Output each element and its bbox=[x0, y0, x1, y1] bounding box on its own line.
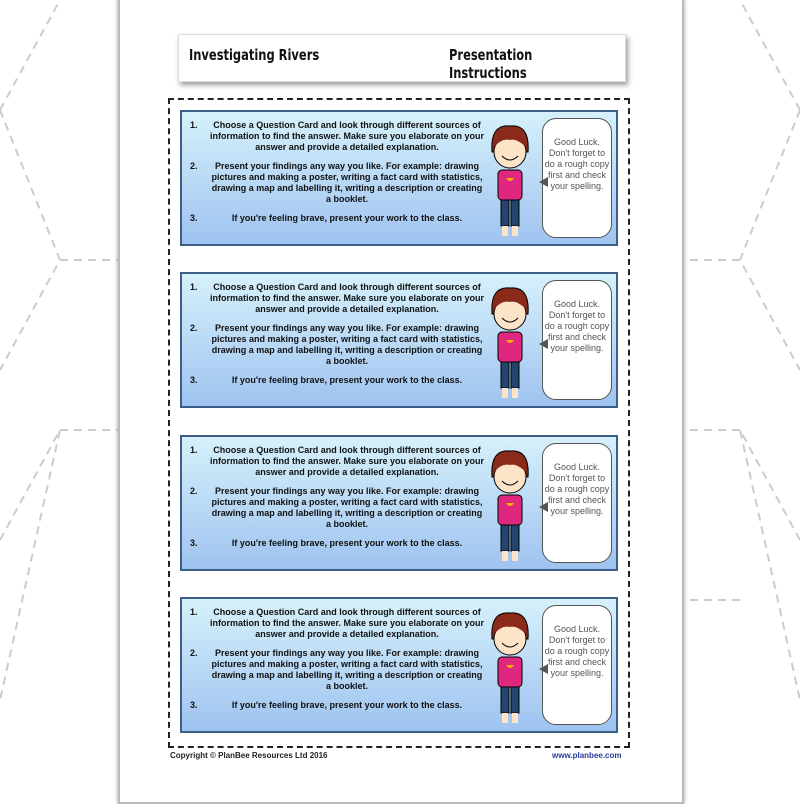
website-link[interactable]: www.planbee.com bbox=[552, 751, 622, 760]
step-text: Present your findings any way you like. For example: drawing pictures and making a poster, writing a fact card with statistics, drawing a map and labelling it, writing a description or creating a booklet. bbox=[211, 323, 483, 366]
step-number: 2. bbox=[190, 486, 198, 496]
instruction-steps bbox=[190, 607, 486, 719]
step-number: 2. bbox=[190, 323, 198, 333]
worksheet-title: Investigating Rivers bbox=[189, 46, 320, 64]
speech-bubble: Good Luck. Don't forget to do a rough copy first and check your spelling. bbox=[542, 118, 612, 238]
step-text: If you're feeling brave, present your work to the class. bbox=[231, 375, 463, 385]
instruction-steps bbox=[190, 120, 486, 232]
step-number: 3. bbox=[190, 538, 198, 548]
step-text: Choose a Question Card and look through different sources of information to find the answer. Make sure you elaborate on your answer and provide a detailed explanation. bbox=[209, 607, 485, 639]
step-text: Present your findings any way you like. For example: drawing pictures and making a poster, writing a fact card with statistics, drawing a map and labelling it, writing a description or creating a booklet. bbox=[211, 648, 483, 691]
girl-illustration bbox=[486, 122, 534, 242]
instruction-step bbox=[190, 120, 486, 153]
step-text: Present your findings any way you like. For example: drawing pictures and making a poster, writing a fact card with statistics, drawing a map and labelling it, writing a description or creating a booklet. bbox=[211, 486, 483, 529]
step-text: Choose a Question Card and look through different sources of information to find the answer. Make sure you elaborate on your answer and provide a detailed explanation. bbox=[209, 120, 485, 152]
step-text: Choose a Question Card and look through different sources of information to find the answer. Make sure you elaborate on your answer and provide a detailed explanation. bbox=[209, 282, 485, 314]
girl-illustration bbox=[486, 609, 534, 729]
instruction-step bbox=[190, 445, 486, 478]
instruction-card bbox=[180, 435, 618, 571]
instruction-card bbox=[180, 272, 618, 408]
copyright-text: Copyright © PlanBee Resources Ltd 2016 bbox=[170, 751, 328, 760]
instruction-step bbox=[190, 607, 486, 640]
worksheet-subtitle: Presentation Instructions bbox=[449, 46, 533, 82]
step-number: 1. bbox=[190, 120, 198, 130]
instruction-card bbox=[180, 597, 618, 733]
instruction-step bbox=[190, 161, 486, 205]
instruction-step bbox=[190, 213, 486, 224]
step-number: 3. bbox=[190, 213, 198, 223]
step-text: If you're feeling brave, present your work to the class. bbox=[231, 213, 463, 223]
step-number: 3. bbox=[190, 375, 198, 385]
speech-bubble: Good Luck. Don't forget to do a rough copy first and check your spelling. bbox=[542, 443, 612, 563]
instruction-step bbox=[190, 282, 486, 315]
step-text: Choose a Question Card and look through different sources of information to find the answer. Make sure you elaborate on your answer and provide a detailed explanation. bbox=[209, 445, 485, 477]
instruction-step bbox=[190, 648, 486, 692]
step-number: 2. bbox=[190, 161, 198, 171]
speech-bubble: Good Luck. Don't forget to do a rough copy first and check your spelling. bbox=[542, 605, 612, 725]
step-number: 3. bbox=[190, 700, 198, 710]
instruction-step bbox=[190, 538, 486, 549]
header-banner bbox=[178, 34, 626, 82]
step-text: If you're feeling brave, present your work to the class. bbox=[231, 700, 463, 710]
instruction-step bbox=[190, 700, 486, 711]
instruction-steps bbox=[190, 282, 486, 394]
speech-bubble: Good Luck. Don't forget to do a rough copy first and check your spelling. bbox=[542, 280, 612, 400]
step-number: 1. bbox=[190, 445, 198, 455]
step-number: 1. bbox=[190, 282, 198, 292]
girl-illustration bbox=[486, 284, 534, 404]
step-text: If you're feeling brave, present your work to the class. bbox=[231, 538, 463, 548]
instruction-card bbox=[180, 110, 618, 246]
instruction-step bbox=[190, 375, 486, 386]
step-number: 2. bbox=[190, 648, 198, 658]
instruction-step bbox=[190, 486, 486, 530]
girl-illustration bbox=[486, 447, 534, 567]
step-text: Present your findings any way you like. For example: drawing pictures and making a poster, writing a fact card with statistics, drawing a map and labelling it, writing a description or creating a booklet. bbox=[211, 161, 483, 204]
step-number: 1. bbox=[190, 607, 198, 617]
instruction-step bbox=[190, 323, 486, 367]
instruction-steps bbox=[190, 445, 486, 557]
